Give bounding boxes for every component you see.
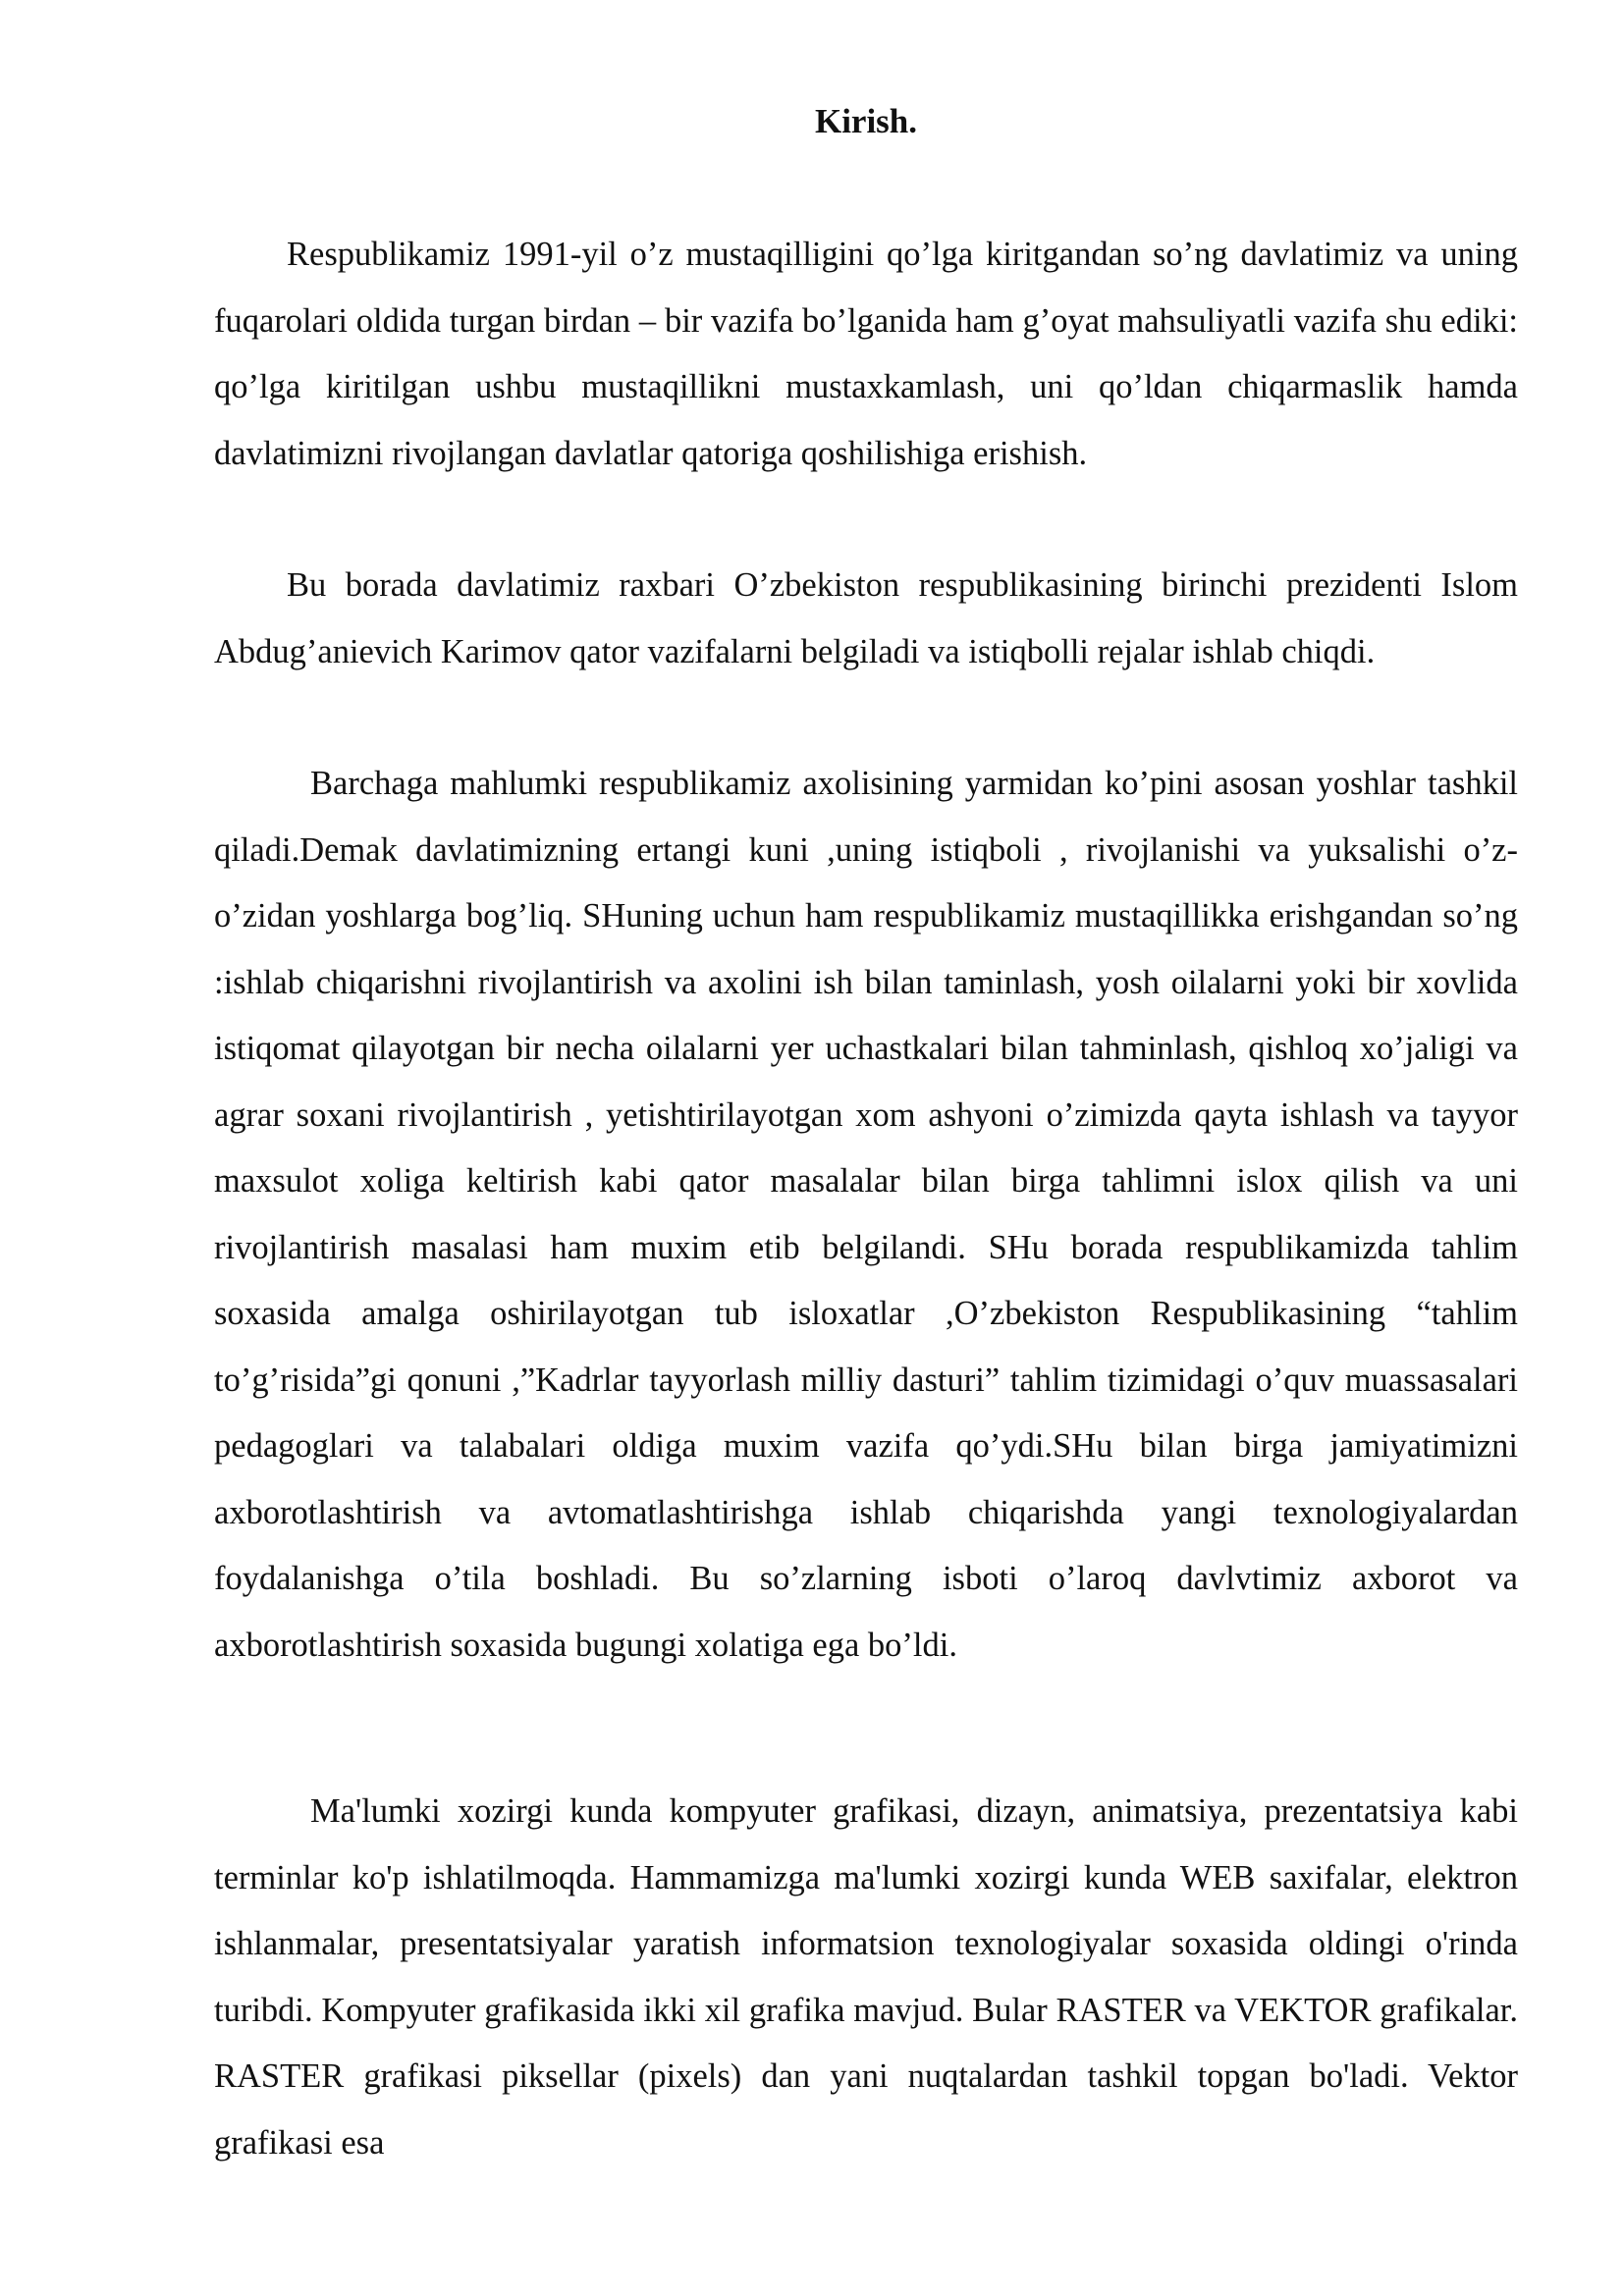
- paragraph-4: Ma'lumki xozirgi kunda kompyuter grafikasi, dizayn, animatsiya, prezentatsiya kabi terminlar ko'p ishlatilmoqda. Hammamizga ma'lumki xozirgi kunda WEB saxifalar, elektron ishlanmalar, presentatsiyalar yaratish informatsion texnologiyalar soxasida oldingi o'rinda turibdi. Kompyuter grafikasida ikki xil grafika mavjud. Bular RASTER va VEKTOR grafikalar. RASTER grafikasi piksellar (pixels) dan yani nuqtalardan tashkil topgan bo'ladi. Vektor grafikasi esa: [214, 1792, 1518, 2162]
- paragraph-2: Bu borada davlatimiz raxbari O’zbekiston respublikasining birinchi prezidenti Islom Abdug’anievich Karimov qator vazifalarni belgiladi va istiqbolli rejalar ishlab chiqdi.: [214, 566, 1518, 670]
- paragraph-3: Barchaga mahlumki respublikamiz axolisining yarmidan ko’pini asosan yoshlar tashkil qiladi.Demak davlatimizning ertangi kuni ,uning istiqboli , rivojlanishi va yuksalishi o’z-o’zidan yoshlarga bog’liq. SHuning uchun ham respublikamiz mustaqillikka erishgandan so’ng :ishlab chiqarishni rivojlantirish va axolini ish bilan taminlash, yosh oilalarni yoki bir xovlida istiqomat qilayotgan bir necha oilalarni yer uchastkalari bilan tahminlash, qishloq xo’jaligi va agrar soxani rivojlantirish , yetishtirilayotgan xom ashyoni o’zimizda qayta ishlash va tayyor maxsulot xoliga keltirish kabi qator masalalar bilan birga tahlimni islox qilish va uni rivojlantirish masalasi ham muxim etib belgilandi. SHu borada respublikamizda tahlim soxasida amalga oshirilayotgan tub isloxatlar ,O’zbekiston Respublikasining “tahlim to’g’risida”gi qonuni ,”Kadrlar tayyorlash milliy dasturi” tahlim tizimidagi o’quv muassasalari pedagoglari va talabalari oldiga muxim vazifa qo’ydi.SHu bilan birga jamiyatimizni axborotlashtirish va avtomatlashtirishga ishlab chiqarishda yangi texnologiyalardan foydalanishga o’tila boshladi. Bu so’zlarning isboti o’laroq davlvtimiz axborot va axborotlashtirish soxasida bugungi xolatiga ega bo’ldi.: [214, 765, 1518, 1664]
- paragraph-1: Respublikamiz 1991-yil o’z mustaqilligini qo’lga kiritgandan so’ng davlatimiz va uning fuqarolari oldida turgan birdan – bir vazifa bo’lganida ham g’oyat mahsuliyatli vazifa shu ediki: qo’lga kiritilgan ushbu mustaqillikni mustaxkamlash, uni qo’ldan chiqarmaslik hamda davlatimizni rivojlangan davlatlar qatoriga qoshilishiga erishish.: [214, 236, 1518, 472]
- page-title: Kirish.: [814, 102, 918, 140]
